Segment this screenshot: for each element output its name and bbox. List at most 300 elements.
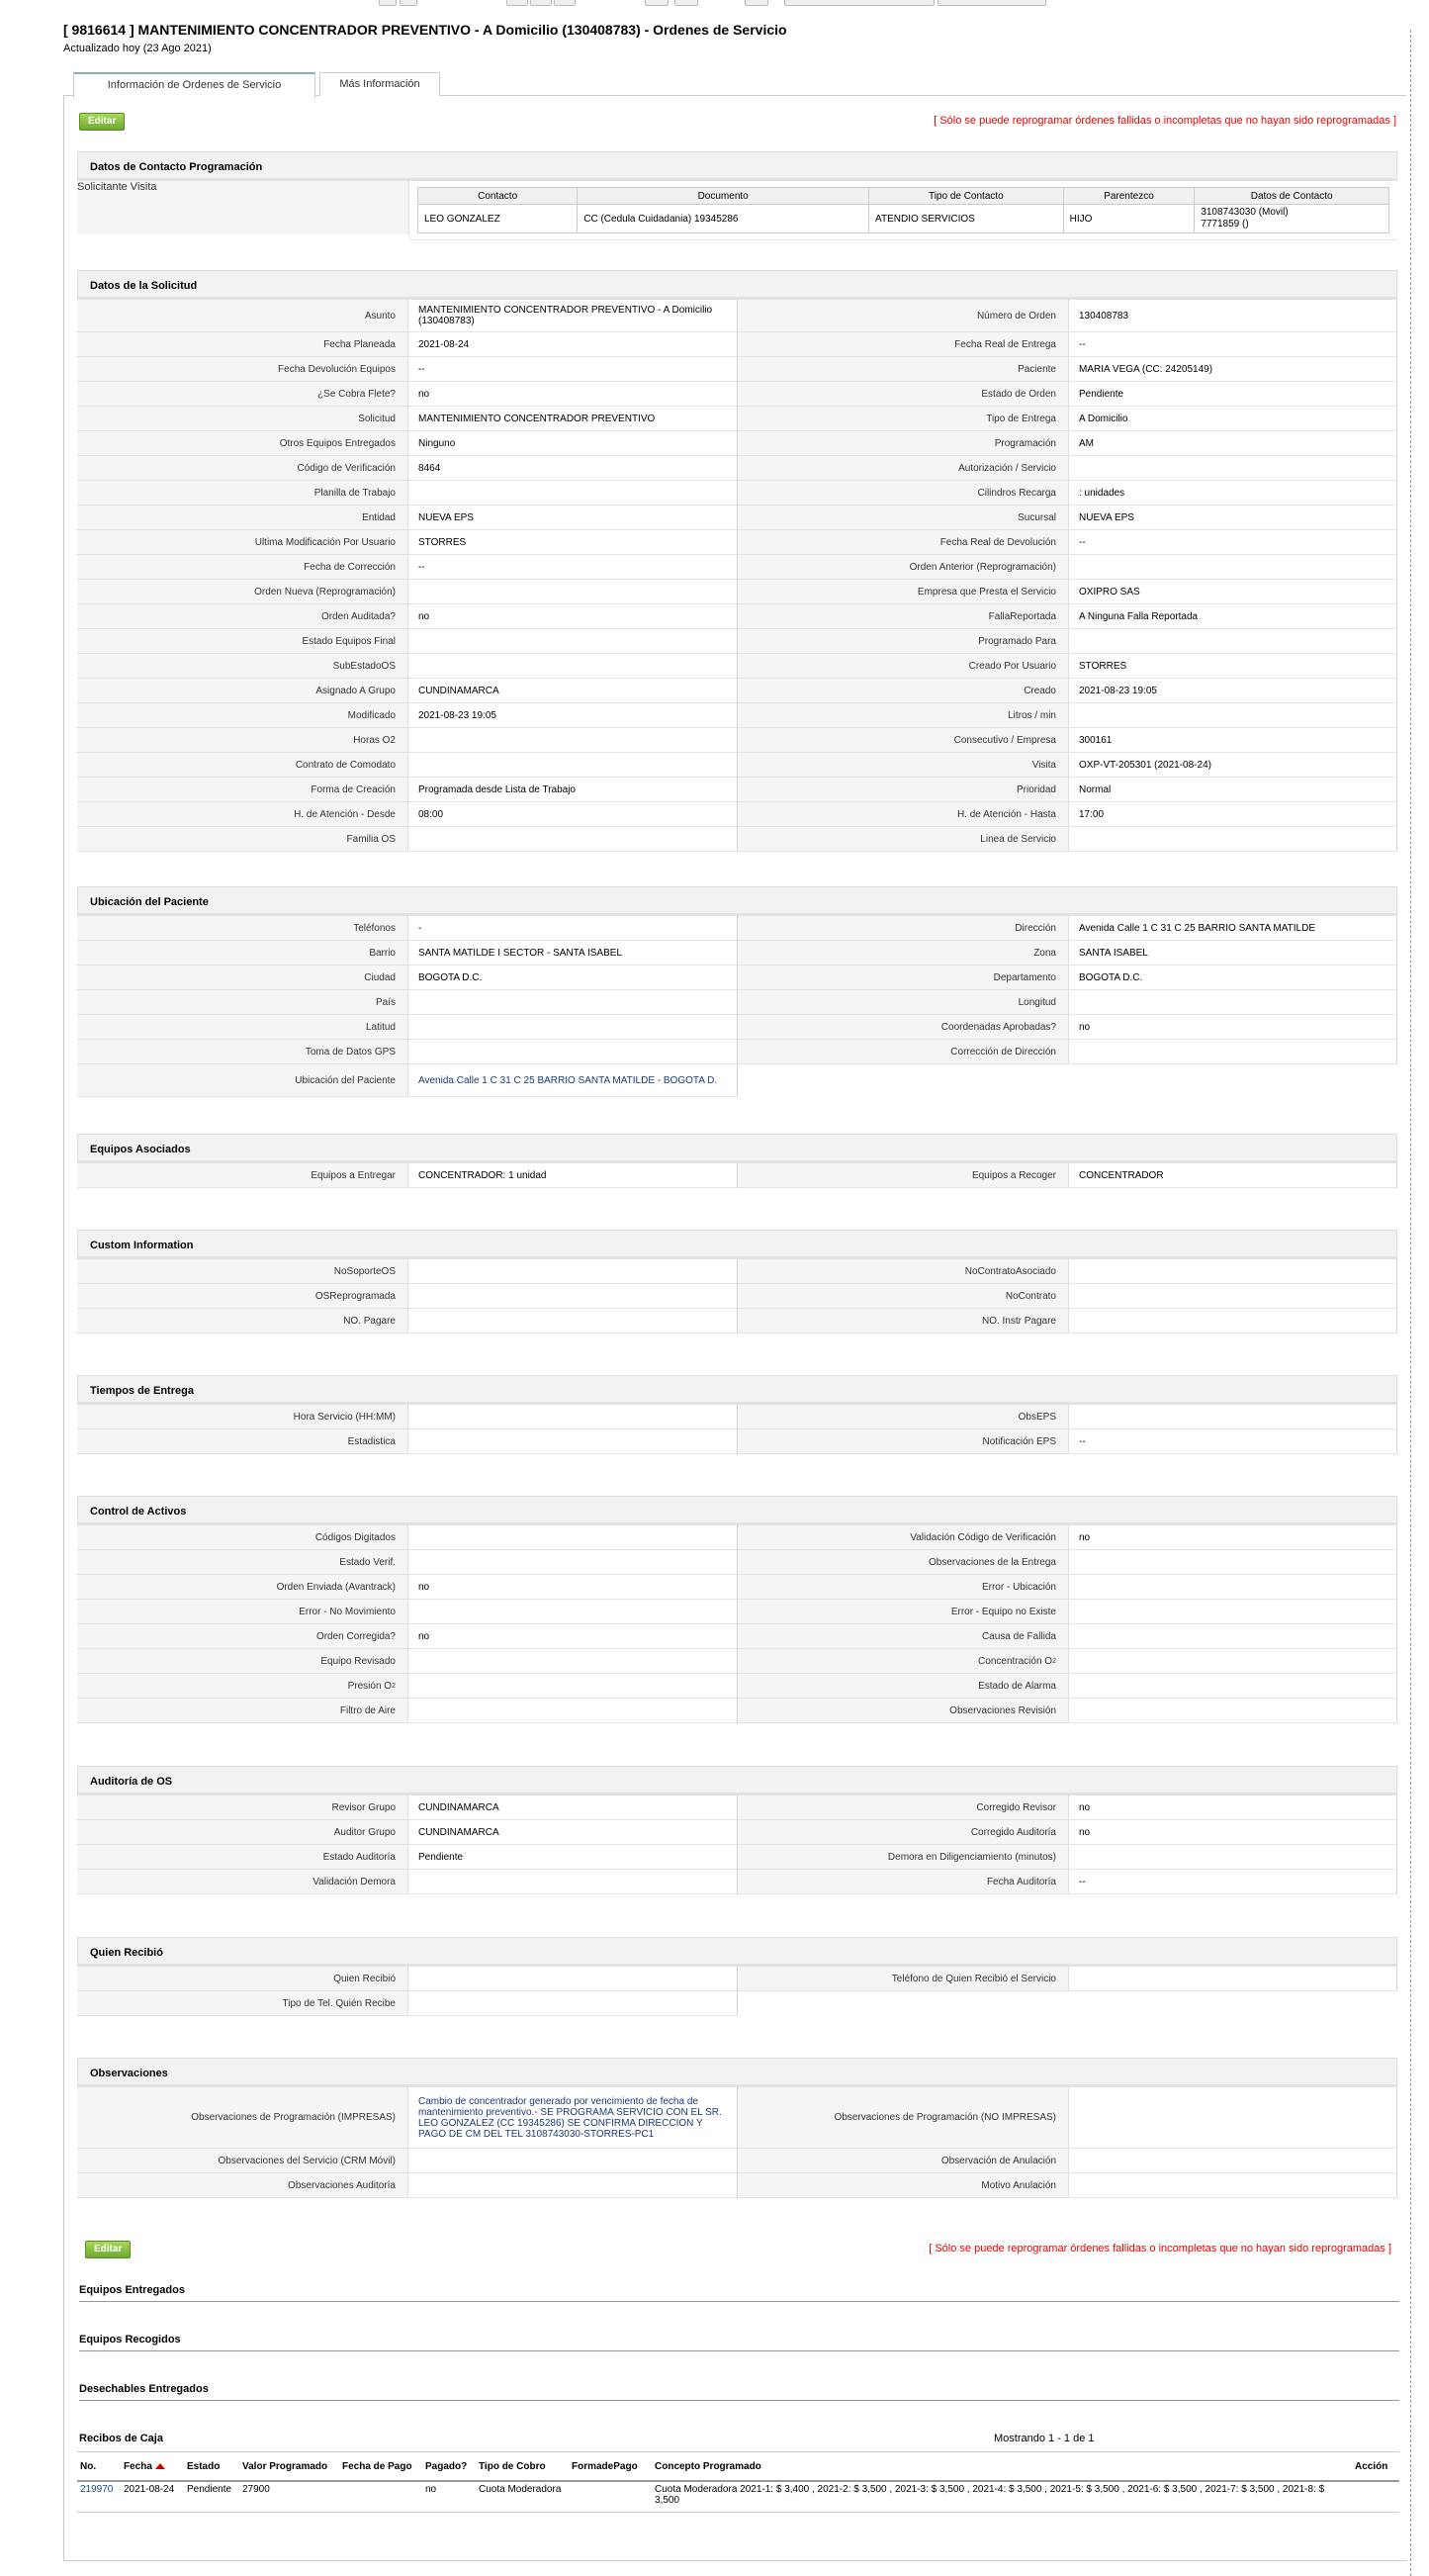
field-label [77,1040,408,1064]
field-value [408,966,738,990]
field-label [738,407,1069,431]
field-label [738,555,1069,580]
field-label [77,802,408,827]
label-text: Presión O [347,1680,393,1692]
field-label [77,1600,408,1624]
col-header: Parentezco [1063,188,1195,205]
field-label [77,990,408,1015]
label-text: Filtro de Aire [339,1704,396,1716]
label-text: NoSoporteOS [333,1265,396,1277]
field-value [408,728,738,753]
field-value [408,580,738,604]
value-text: 17:00 [1079,808,1105,820]
field-value [408,382,738,407]
field-value [1069,1525,1397,1550]
contact-table [417,187,1389,233]
page-title: [ 9816614 ] MANTENIMIENTO CONCENTRADOR PREVENTIVO - A Domicilio (130408783) - Ordenes de Servicio [63,22,787,38]
label-text: SubEstadoOS [332,660,396,672]
value-text: CUNDINAMARCA [418,685,499,696]
field-label [77,481,408,506]
field-label [738,1259,1069,1284]
section-activos [77,1496,1397,1723]
divider [79,2301,1399,2302]
field-grid-extra [77,1991,1397,2016]
field-label [738,679,1069,703]
field-value [1069,1284,1397,1309]
section-title: Ubicación del Paciente [77,886,1397,916]
label-text: NO. Pagare [343,1315,396,1327]
value-text: CUNDINAMARCA [418,1801,499,1813]
toolbar-button[interactable] [506,0,528,6]
section-title: Custom Information [77,1230,1397,1259]
toolbar-button[interactable] [400,0,417,6]
field-label [77,1649,408,1674]
field-label [738,1820,1069,1845]
field-value [408,1845,738,1870]
label-text: Equipos a Entregar [311,1169,396,1181]
field-label [738,1600,1069,1624]
field-value [408,431,738,456]
section-title: Observaciones [77,2058,1397,2087]
table-cell: 27900 [239,2481,339,2513]
section-solicitud [77,270,1397,852]
field-label [738,1525,1069,1550]
value-text: BOGOTA D.C. [1079,971,1143,983]
label-text: Orden Nueva (Reprogramación) [254,586,396,598]
col-header[interactable]: Fecha de Pago [339,2452,422,2482]
table-cell: Pendiente [184,2481,239,2513]
field-label [738,778,1069,802]
field-label [77,941,408,966]
o2-subscript: 2 [392,1682,396,1690]
label-text: Observaciones Auditoría [288,2179,396,2191]
label-text: Fecha Planeada [323,338,396,350]
recibo-link[interactable]: 219970 [80,2484,114,2495]
table-cell: CC (Cedula Cuidadania) 19345286 [578,205,869,233]
label-text: Otros Equipos Entregados [279,437,396,449]
label-text: Demora en Diligenciamiento (minutos) [887,1851,1056,1863]
toolbar-button[interactable] [745,0,768,6]
field-value [408,1259,738,1284]
list-title-entregados: Equipos Entregados [79,2284,185,2296]
field-label [738,728,1069,753]
value-text: -- [418,363,425,375]
label-text: Linea de Servicio [980,833,1056,845]
field-label [77,753,408,778]
phone-home: 7771859 () [1201,219,1249,230]
section-title: Tiempos de Entrega [77,1375,1397,1405]
label-text: ¿Se Cobra Flete? [317,388,396,400]
value-text: MARIA VEGA (CC: 24205149) [1079,363,1213,375]
field-value [1069,679,1397,703]
field-value [408,1405,738,1429]
field-label [77,2173,408,2198]
field-grid [77,1525,1397,1723]
field-label [738,1699,1069,1723]
field-value [408,1624,738,1649]
field-label [77,1309,408,1334]
field-label [77,1259,408,1284]
field-value [408,679,738,703]
toolbar-button[interactable] [379,0,397,6]
label-text: Observaciones del Servicio (CRM Móvil) [218,2155,396,2166]
field-label [738,941,1069,966]
field-grid [77,2149,1397,2198]
label-text: Planilla de Trabajo [313,487,396,499]
field-value [1069,2149,1397,2173]
field-label [77,357,408,382]
field-label [77,1820,408,1845]
col-header[interactable]: Pagado? [422,2452,476,2482]
field-label: Tipo de Tel. Quién Recibe [77,1991,408,2016]
field-label [77,604,408,629]
field-label [738,2149,1069,2173]
field-value [1069,1015,1397,1040]
section-title: Equipos Asociados [77,1134,1397,1163]
tab-info-ordenes[interactable]: Información de Ordenes de Servicio [73,72,315,98]
value-text: SANTA MATILDE I SECTOR - SANTA ISABEL [418,947,622,959]
value-text: no [1079,1826,1091,1838]
value-text: 8464 [418,462,441,474]
field-label [738,654,1069,679]
col-header-label: Fecha [124,2460,152,2472]
field-label [77,1575,408,1600]
edit-button-top[interactable]: Editar [79,113,125,131]
label-text: Quien Recibió [333,1973,396,1984]
field-value [408,1525,738,1550]
field-label [77,629,408,654]
field-value [408,1991,738,2016]
field-value [1069,966,1397,990]
field-value [1069,332,1397,357]
field-value [1069,604,1397,629]
field-grid [77,1163,1397,1188]
col-header[interactable]: No. [77,2452,121,2482]
value-text: no [418,1581,430,1593]
field-label [738,604,1069,629]
value-text: Normal [1079,783,1112,795]
label-text: NO. Instr Pagare [981,1315,1056,1327]
section-recibio [77,1937,1397,2016]
field-label [77,1525,408,1550]
field-value [408,1967,738,1991]
section-contacto [77,151,1397,240]
value-text: STORRES [418,536,467,548]
field-value [1069,1649,1397,1674]
field-label [77,1624,408,1649]
col-header-fecha[interactable] [121,2452,184,2482]
field-label: Ubicación del Paciente [77,1064,408,1097]
toolbar-button[interactable] [554,0,576,6]
label-text: Sucursal [1018,511,1056,523]
field-value [408,1429,738,1454]
field-value: Cambio de concentrador generado por vencimiento de fecha de mantenimiento preventivo.- SE PROGRAMA SERVICIO CON EL SR. LEO GONZALEZ (CC 19345286) SE CONFIRMA DIRECCION Y PAGO DE CM DEL TEL 3108743030-STORRES-PC1 [408,2087,738,2149]
field-label [738,481,1069,506]
section-ubicacion [77,886,1397,1097]
value-text: MANTENIMIENTO CONCENTRADOR PREVENTIVO [418,413,656,424]
label-text: Entidad [362,511,396,523]
value-text: -- [1079,1876,1086,1887]
field-value [408,604,738,629]
field-value [1069,382,1397,407]
label-text: Fecha de Corrección [304,561,396,573]
field-grid-extra [77,1064,1397,1097]
field-value [1069,827,1397,852]
field-value [1069,1795,1397,1820]
label-text: Creado Por Usuario [968,660,1056,672]
table-cell [77,2481,121,2513]
value-text: CUNDINAMARCA [418,1826,499,1838]
label-text: Auditor Grupo [333,1826,396,1838]
label-text: Causa de Fallida [981,1630,1056,1642]
table-cell [1352,2481,1399,2513]
label-text: Estado Equipos Final [302,635,396,647]
field-value [408,916,738,941]
field-label [738,1429,1069,1454]
label-text: Códigos Digitados [314,1531,396,1543]
label-text: Estado de Alarma [978,1680,1056,1692]
field-label [77,332,408,357]
phone-mobile: 3108743030 (Movil) [1201,207,1289,218]
field-value [408,1870,738,1894]
field-value [408,1015,738,1040]
field-value [1069,1967,1397,1991]
col-header: Datos de Contacto [1195,188,1389,205]
field-value [1069,1674,1397,1699]
pagination-status: Mostrando 1 - 1 de 1 [994,2433,1095,2444]
field-value [1069,1429,1397,1454]
label-text: Estado de Orden [981,388,1056,400]
field-value [1069,1163,1397,1188]
value-text: -- [418,561,425,573]
table-row [77,2481,1399,2513]
edit-button-bottom[interactable]: Editar [85,2241,131,2258]
value-text: -- [1079,338,1086,350]
field-value [1069,778,1397,802]
value-text: SANTA ISABEL [1079,947,1148,959]
label-text: Fecha Real de Entrega [954,338,1056,350]
col-header[interactable]: Concepto Programado [652,2452,1352,2482]
value-text: - [418,922,422,934]
label-text: NoContratoAsociado [964,1265,1056,1277]
field-value [408,990,738,1015]
value-text: A Domicilio [1079,413,1128,424]
field-value [1069,703,1397,728]
label-text: Número de Orden [976,310,1056,322]
field-label [738,1870,1069,1894]
field-value [1069,1259,1397,1284]
label-text: Equipos a Recoger [971,1169,1056,1181]
col-header[interactable]: Valor Programado [239,2452,339,2482]
table-cell: ATENDIO SERVICIOS [869,205,1064,233]
label-text: Paciente [1018,363,1056,375]
col-header[interactable]: Estado [184,2452,239,2482]
label-text: Orden Anterior (Reprogramación) [909,561,1056,573]
field-label [77,456,408,481]
table-cell: no [422,2481,476,2513]
field-label [738,1309,1069,1334]
field-value [1069,941,1397,966]
label-text: Forma de Creación [311,783,396,795]
field-label [738,1795,1069,1820]
tab-mas-informacion[interactable]: Más Información [319,72,440,96]
field-label [738,1550,1069,1575]
label-text: Observaciones Revisión [949,1704,1056,1716]
label-text: Prioridad [1016,783,1056,795]
table-cell: Cuota Moderadora [476,2481,569,2513]
field-value [408,357,738,382]
field-label: Observaciones de Programación (NO IMPRESAS) [738,2087,1069,2149]
label-text: Teléfono de Quien Recibió el Servicio [891,1973,1056,1984]
field-label [77,1870,408,1894]
label-text: Contrato de Comodato [295,759,396,771]
field-label [77,778,408,802]
col-header: Contacto [418,188,578,205]
label-text: Orden Auditada? [320,610,396,622]
toolbar-button[interactable] [645,0,669,6]
field-label [77,431,408,456]
section-title: Control de Activos [77,1496,1397,1525]
reprogram-warning-bottom: [ Sólo se puede reprogramar órdenes fallidas o incompletas que no hayan sido reprogramadas ] [929,2243,1391,2254]
section-title: Datos de Contacto Programación [77,151,1397,181]
toolbar-button[interactable] [674,0,698,6]
list-title-recogidos: Equipos Recogidos [79,2334,181,2346]
field-grid [77,1405,1397,1454]
field-value [408,827,738,852]
field-grid [77,300,1397,852]
value-text: no [418,388,430,400]
field-value [408,1284,738,1309]
field-grid [77,1967,1397,1991]
field-value [408,629,738,654]
field-label [738,1405,1069,1429]
field-value [408,530,738,555]
field-value [1069,407,1397,431]
field-value [1069,990,1397,1015]
field-grid [77,916,1397,1064]
label-text: País [375,996,396,1008]
field-label [738,530,1069,555]
field-value [1069,916,1397,941]
label-text: Autorización / Servicio [958,462,1056,474]
value-text: AM [1079,437,1094,449]
value-text: Programada desde Lista de Trabajo [418,783,576,795]
value-text: no [1079,1531,1091,1543]
table-row [418,205,1389,233]
section-tiempos [77,1375,1397,1454]
field-label [738,1163,1069,1188]
label-text: Asignado A Grupo [315,685,396,696]
o2-subscript: 2 [1052,1657,1056,1665]
field-label [738,703,1069,728]
field-value [1069,1870,1397,1894]
value-text: NUEVA EPS [1079,511,1134,523]
field-value [1069,753,1397,778]
field-label [738,580,1069,604]
field-label [77,916,408,941]
value-text: 08:00 [418,808,444,820]
value-text: CONCENTRADOR: 1 unidad [418,1169,547,1181]
label-text: Programado Para [978,635,1056,647]
col-header[interactable]: Tipo de Cobro [476,2452,569,2482]
toolbar-button[interactable] [530,0,552,6]
field-value [408,1795,738,1820]
label-text: Tipo de Entrega [986,413,1056,424]
field-value [1069,1600,1397,1624]
field-value [1069,555,1397,580]
label-text: Visita [1031,759,1056,771]
value-text: -- [1079,1435,1086,1447]
label-text: Revisor Grupo [331,1801,396,1813]
label-text: Litros / min [1008,709,1056,721]
sort-asc-icon[interactable] [155,2463,165,2469]
label-text: Familia OS [346,833,396,845]
field-label [738,916,1069,941]
field-label [738,1845,1069,1870]
field-value [408,802,738,827]
field-value [1069,481,1397,506]
label-text: Fecha Real de Devolución [939,536,1056,548]
label-text: Toma de Datos GPS [305,1046,396,1058]
field-label [77,1845,408,1870]
field-value [1069,654,1397,679]
field-label [77,1699,408,1723]
field-value [408,1575,738,1600]
search-input[interactable] [784,0,935,6]
field-label [77,2149,408,2173]
field-value [408,2173,738,2198]
field-label [738,431,1069,456]
field-label [738,1967,1069,1991]
field-value [1069,802,1397,827]
search-button[interactable] [938,0,1046,6]
value-text: A Ninguna Falla Reportada [1079,610,1199,622]
field-value [1069,728,1397,753]
field-label [738,332,1069,357]
field-value [408,407,738,431]
table-cell: LEO GONZALEZ [418,205,578,233]
label-text: Corregido Auditoría [970,1826,1056,1838]
field-value [1069,580,1397,604]
value-text: BOGOTA D.C. [418,971,483,983]
label-text: Zona [1033,947,1056,959]
label-text: Estado Auditoría [322,1851,396,1863]
field-label [738,456,1069,481]
field-label [738,1649,1069,1674]
label-text: Motivo Anulación [981,2179,1056,2191]
label-text: Coordenadas Aprobadas? [940,1021,1056,1033]
value-text: Ninguno [418,437,456,449]
field-value [1069,1575,1397,1600]
section-title: Datos de la Solicitud [77,270,1397,300]
value-text: no [1079,1801,1091,1813]
field-label [738,1624,1069,1649]
field-label [738,1015,1069,1040]
value-text: NUEVA EPS [418,511,474,523]
col-header[interactable]: Acción [1352,2452,1399,2482]
label-text: Estado Verif. [339,1556,396,1568]
field-label [77,1015,408,1040]
col-header[interactable]: FormadePago [569,2452,652,2482]
value-text: no [1079,1021,1091,1033]
label-text: H. de Atención - Desde [294,808,396,820]
field-value [1069,1845,1397,1870]
field-label [77,555,408,580]
field-label [77,827,408,852]
label-text: Creado [1024,685,1056,696]
label-text: Departamento [993,971,1056,983]
field-label [77,1550,408,1575]
